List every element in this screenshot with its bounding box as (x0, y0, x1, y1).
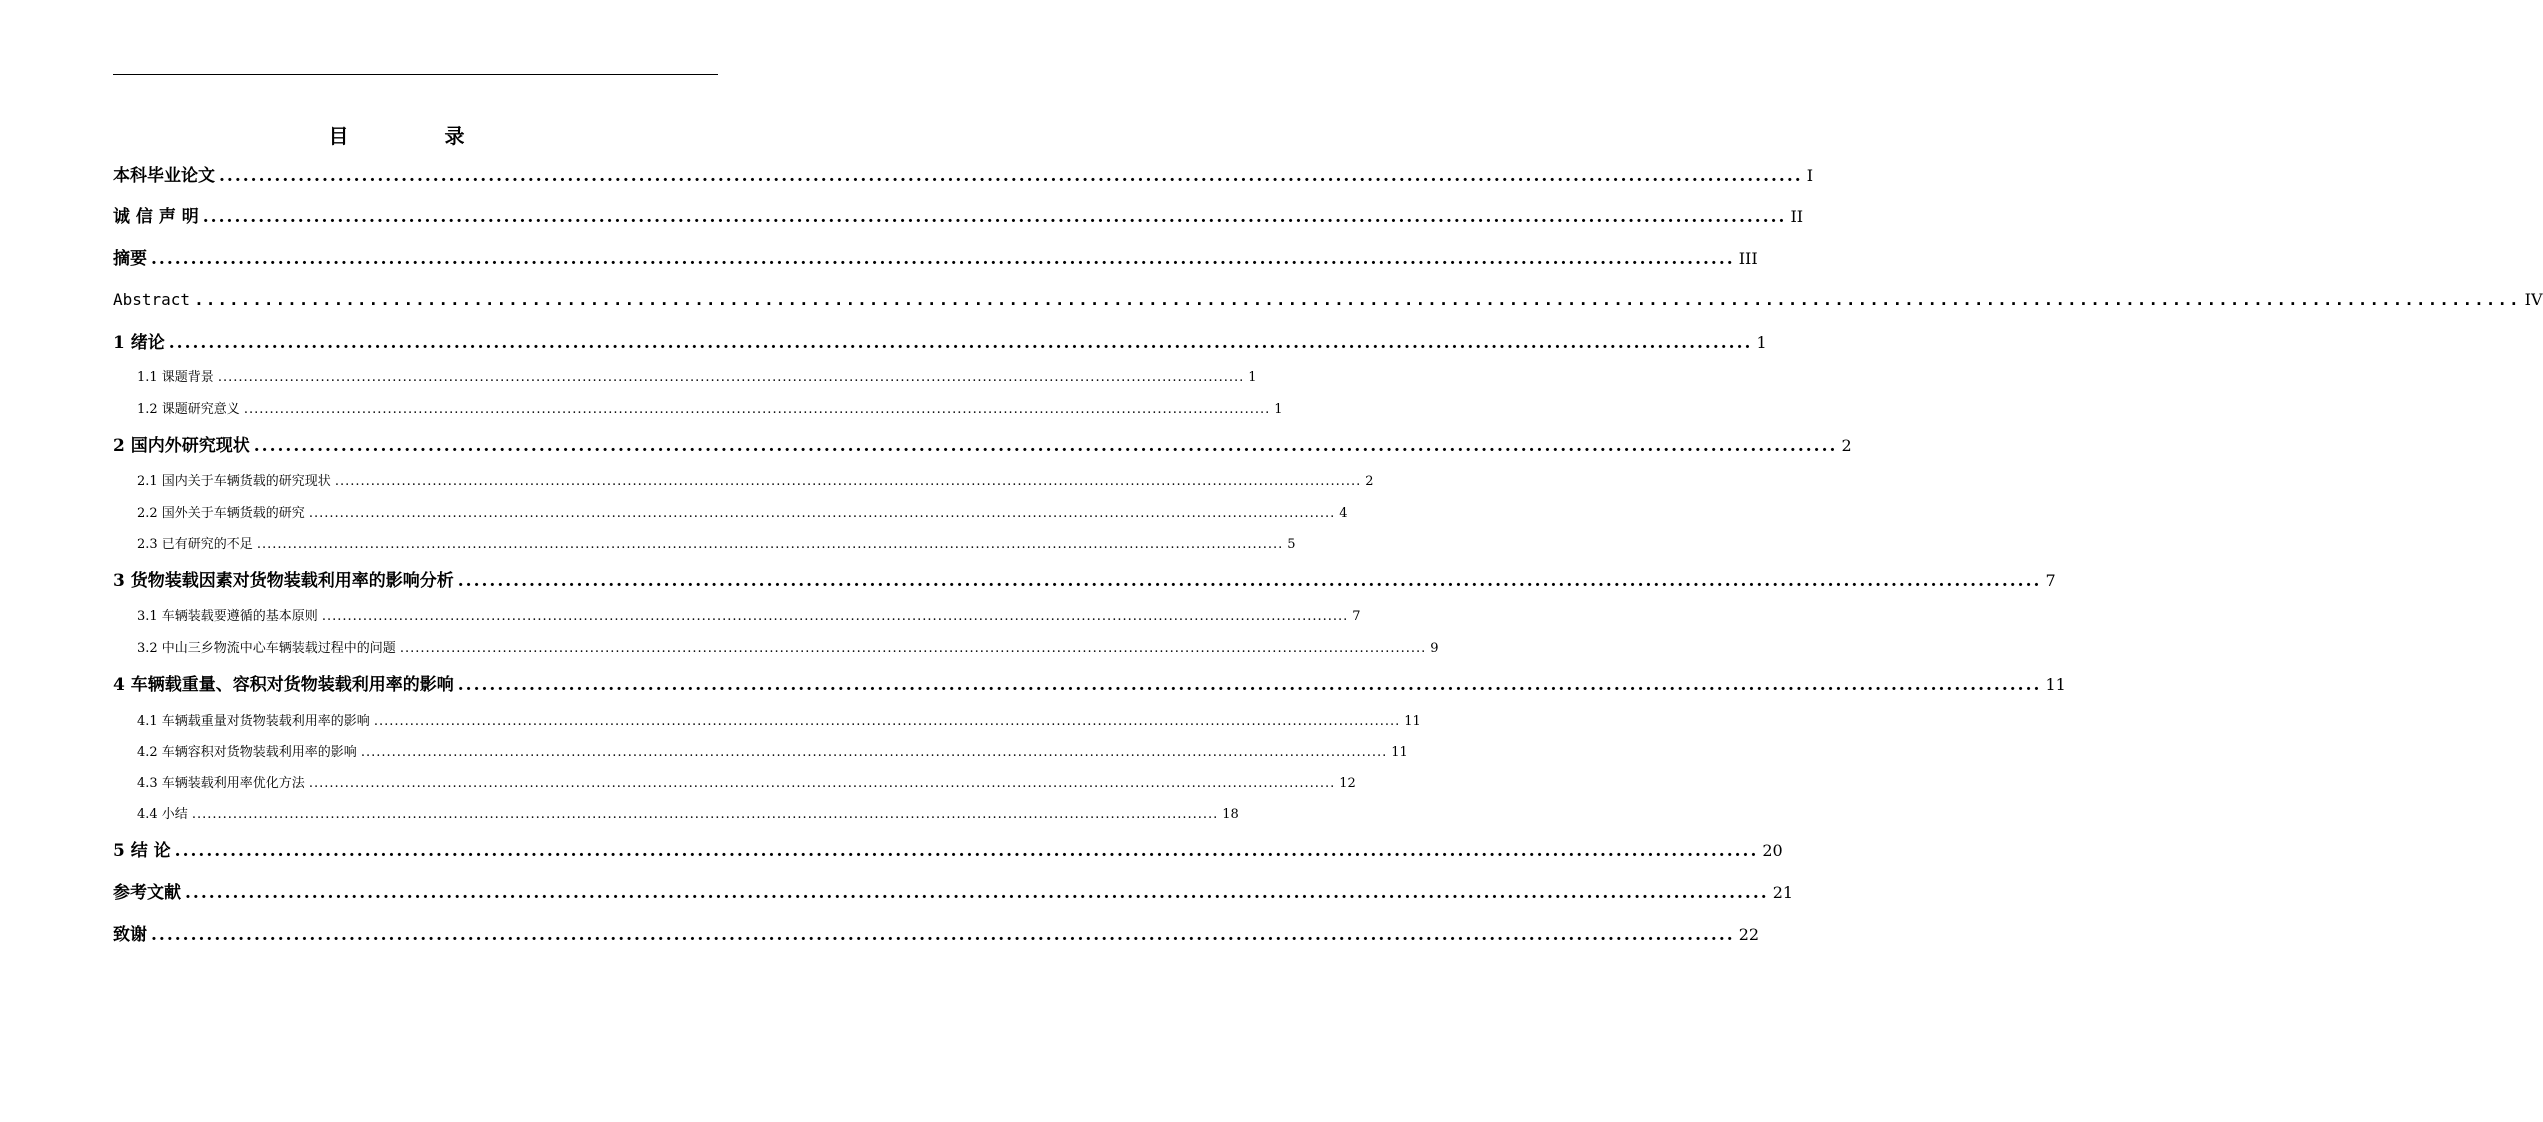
toc-entry-page: 20 (1762, 841, 1783, 860)
toc-entry-label: 2 国内外研究现状 (113, 436, 250, 456)
toc-entry-page: 11 (1391, 745, 1408, 760)
toc-entry-integrity[interactable] (113, 204, 1804, 230)
toc-entry-label: 4 车辆载重量、容积对货物装载利用率的影响 (113, 675, 454, 695)
toc-entry-label: 4.3 车辆装载利用率优化方法 (137, 776, 305, 791)
toc-entry-2-1[interactable] (113, 469, 1374, 495)
toc-entry-page: 11 (1404, 714, 1421, 729)
toc-entry-page: IV (2524, 290, 2543, 309)
dot-leader: ........................................................................................................................................................................................................ (168, 333, 1753, 353)
toc-title: 目 录 (328, 124, 503, 148)
toc-entry-label: 3 货物装载因素对货物装载利用率的影响分析 (113, 571, 454, 591)
toc-entry-page: 1 (1248, 370, 1257, 385)
dot-leader: ........................................................................................................................................................................................................ (243, 402, 1271, 417)
toc-entry-ch4[interactable] (113, 672, 2066, 698)
toc-entry-label: 4.2 车辆容积对货物装载利用率的影响 (137, 745, 357, 760)
dot-leader: ........................................................................................................................................................................................................ (457, 571, 2042, 591)
toc-entry-label: 3.1 车辆装载要遵循的基本原则 (137, 609, 318, 624)
toc-entry-page: I (1806, 166, 1814, 185)
toc-entry-abstract-en[interactable] (113, 287, 2543, 313)
toc-entry-ch3[interactable] (113, 568, 2056, 594)
toc-entry-page: 1 (1756, 333, 1767, 352)
dot-leader: ........................................................................................................................................................................................................ (321, 609, 1349, 624)
toc-entry-label: 1.2 课题研究意义 (137, 402, 240, 417)
dot-leader: ........................................................................................................................................................................................................ (457, 675, 2042, 695)
toc-entry-page: 11 (2045, 675, 2066, 694)
toc-entry-2-3[interactable] (113, 532, 1296, 558)
dot-leader: ........................................................................................................................................................................................................ (151, 925, 1735, 945)
toc-entry-3-2[interactable] (113, 636, 1439, 662)
dot-leader: ........................................................................................................................................................................................................ (202, 207, 1787, 227)
toc-entry-4-2[interactable] (113, 740, 1408, 766)
dot-leader: ........................................................................................................................................................................................................ (185, 883, 1769, 903)
toc-entry-ch1[interactable] (113, 330, 1767, 356)
toc-entry-page: 18 (1222, 807, 1239, 822)
header-rule (113, 74, 718, 75)
toc-entry-label: 2.3 已有研究的不足 (137, 537, 253, 552)
toc-entry-label: 参考文献 (113, 883, 181, 903)
dot-leader: ........................................................................................................................................................................................................ (253, 436, 1838, 456)
dot-leader: ........................................................................................................................................................................................................ (219, 166, 1803, 186)
toc-entry-page: 7 (1352, 609, 1361, 624)
toc-entry-ch2[interactable] (113, 433, 1852, 459)
toc-entry-4-4[interactable] (113, 802, 1239, 828)
toc-entry-4-1[interactable] (113, 709, 1421, 735)
dot-leader: ........................................................................................................................................................................................................ (399, 641, 1427, 656)
toc-entry-page: 21 (1772, 883, 1794, 902)
toc-entry-label: Abstract (113, 290, 191, 309)
toc-entry-label: 2.2 国外关于车辆货载的研究 (137, 506, 305, 521)
toc-entry-references[interactable] (113, 880, 1794, 906)
toc-entry-label: 2.1 国内关于车辆货载的研究现状 (137, 474, 331, 489)
toc-entry-label: 摘要 (113, 249, 147, 269)
toc-entry-label: 5 结 论 (113, 841, 171, 861)
dot-leader: ........................................................................................................................................................................................................ (217, 370, 1245, 385)
toc-entry-label: 4.1 车辆载重量对货物装载利用率的影响 (137, 714, 370, 729)
toc-entry-label: 3.2 中山三乡物流中心车辆装载过程中的问题 (137, 641, 396, 656)
toc-entry-2-2[interactable] (113, 501, 1348, 527)
toc-entry-label: 致谢 (113, 925, 147, 945)
toc-entry-page: 12 (1339, 776, 1356, 791)
toc-entry-label: 4.4 小结 (137, 807, 188, 822)
toc-entry-label: 本科毕业论文 (113, 166, 215, 186)
toc-entry-page: 9 (1430, 641, 1439, 656)
toc-entry-page: 5 (1287, 537, 1296, 552)
toc-entry-page: 22 (1738, 925, 1760, 944)
toc-entry-page: 1 (1274, 402, 1283, 417)
dot-leader: ........................................................................................................................................................................................................ (151, 249, 1735, 269)
toc-entry-label: 诚 信 声 明 (113, 207, 199, 227)
dot-leader: ........................................................................................................................................................................................................ (194, 290, 2521, 309)
toc-entry-4-3[interactable] (113, 771, 1356, 797)
dot-leader: ........................................................................................................................................................................................................ (360, 745, 1388, 760)
toc-entry-page: 4 (1339, 506, 1348, 521)
toc-entry-3-1[interactable] (113, 604, 1361, 630)
toc-entry-page: II (1790, 207, 1804, 226)
dot-leader: ........................................................................................................................................................................................................ (373, 714, 1401, 729)
toc-entry-1-2[interactable] (113, 397, 1283, 423)
dot-leader: ........................................................................................................................................................................................................ (174, 841, 1759, 861)
dot-leader: ........................................................................................................................................................................................................ (334, 474, 1362, 489)
toc-entry-1-1[interactable] (113, 365, 1257, 391)
dot-leader: ........................................................................................................................................................................................................ (308, 776, 1336, 791)
toc-entry-label: 1.1 课题背景 (137, 370, 214, 385)
toc-entry-label: 1 绪论 (113, 333, 165, 353)
dot-leader: ........................................................................................................................................................................................................ (256, 537, 1284, 552)
toc-entry-ch5[interactable] (113, 838, 1783, 864)
toc-entry-page: 2 (1841, 436, 1852, 455)
toc-entry-page: 2 (1365, 474, 1374, 489)
toc-entry-abstract-cn[interactable] (113, 246, 1758, 272)
toc-entry-page: 7 (2045, 571, 2056, 590)
toc-entry-acknowledgements[interactable] (113, 922, 1760, 948)
dot-leader: ........................................................................................................................................................................................................ (308, 506, 1336, 521)
dot-leader: ........................................................................................................................................................................................................ (191, 807, 1219, 822)
toc-entry-page: III (1738, 249, 1758, 268)
toc-entry-thesis[interactable] (113, 163, 1814, 189)
